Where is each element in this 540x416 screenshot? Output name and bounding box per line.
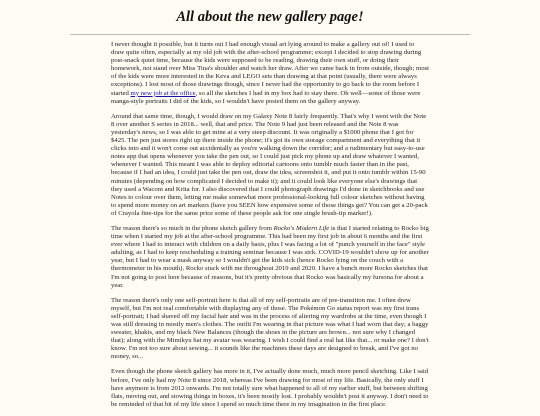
paragraph-text: The reason there's only one self-portrait here is that all of my self-portraits are of pre-transition me. I often drew myself, but I'm not real comfortable with displaying any of those. The Pokémon Go status report was my first trans self-portrait; I had shaved off my facial hair and was in the process of altering my wardrobe at the time, even though I was still dressing in mostly men's clothes. The outfit I'm wearing in that picture was what I had worn that day; a baggy sweater, khakis, and my black New Balances (though the shoes in the picture are brown... not sure why I changed that); along with the Mimikyu hat my avatar was wearing. I wish I could find a real hat like that... or make one? I don't know. I'm not too sure about sewing... it sounds like the machines these days are designed to break, and I've got no money, so... (111, 296, 429, 361)
paragraph-text: Even though the phone sketch gallery has more in it, I've actually done much, much more pencil sketching. Like I said before, I've only had my Note 8 since 2018, whereas I've been drawing for most of my life. Basically, the only stuff I have anymore is from 2012 onwards. I'm not totally sure what happened to all of my earlier stuff, but between shifting flats, moving out, and stowing things in boxes, it's been mostly lost. I probably wouldn't post it anyway. I don't need to be reminded of that bit of my life since I spend so much time there in my imagination in the first place. (111, 368, 429, 408)
article-body (111, 41, 429, 416)
new-job-link[interactable]: my new job at the office (130, 89, 196, 97)
paragraph-3 (111, 225, 429, 290)
title-divider (70, 34, 470, 35)
paragraph-5 (111, 368, 429, 408)
page-title: All about the new gallery page! (176, 9, 364, 25)
paragraph-text: I never thought it possible, but it turns out I had enough visual art lying around to make a gallery out of! I used to draw quite often, especially at my old job with the after-school programme; except I decided to stop drawing during post-snack quiet time, because the kids were supposed to be reading, drawing their own stuff, or doing their homework, not stand over Miss Tina's shoulder and watch her draw. After we came back in from outside, though; most of the kids were more interested in the Keva and LEGO sets than drawing at that point (usually, there were always exceptions). I lost most of those drawings though, since I never had the opportunity to go back to the room before I started (111, 41, 429, 97)
paragraph-4 (111, 297, 429, 362)
paragraph-1 (111, 41, 429, 106)
paragraph-2 (111, 113, 429, 218)
paragraph-text: Around that same time, though, I would draw on my Galaxy Note 8 fairly frequently. That's why I went with the Note 8 over another S series in 2018... well, that and price. The Note 9 had just been released and the Note 8 was yesterday's news, so I was able to get mine at a very steep discount. It was originally a $1000 phone that I got for $425. The pen just stores right up there inside the phone; it's got its own storage compartment and everything that it clicks into and it won't come out accidentally as you're walking down the corridor; and a rudimentary but easy-to-use notes app that opens whenever you take the pen out, so I could just pick my phone up and draw whatever I wanted, whenever I wanted. This meant I was able to deploy editorial cartoons onto tumblr much faster than in the past, because if I had an idea, I could just take the pen out, draw the idea, screenshot it, and put it onto tumblr within 15-90 minutes (depending on how complicated I decided to make it); and it could look like everyone else's drawings that they used a Wacom and Krita for. I also discovered that I could photograph drawings I'd done in sketchbooks and use Notes to colour over them, letting me make somewhat more professional-looking full colour sketches without having to spend more money on art markers (have you SEEN how expensive some of those things get? You can get a 20-pack of Crayola fine-tips for the same price some of these people ask for one single brush-tip marker!). (111, 112, 428, 217)
paragraph-text: , so all the sketches I had in my box had to stay there. Oh well—some of those were manga-style portraits I did of the kids, so I wouldn't have posted them on the gallery anyway. (111, 89, 421, 105)
paragraph-text: is that I started relating to Rocko big time when I started my job at the after-school programme. This had been my first job in about 6 months and the first ever where I had to interact with children on a daily basis, plus I was facing a lot of "punch yourself in the face" style adulting, as I had to keep rescheduling a training seminar because I was sick. COVID-19 wouldn't show up for another year, but I had to wear a mask anyway so I wouldn't get the kids sick (hence Rocko lying on the couch with a thermometer in his mouth). Rocko stuck with me throughout 2019 and 2020. I have a bunch more Rocko sketches that I'm not going to post here because of reasons, but it's pretty obvious that Rocko was basically my fursona for about a year. (111, 224, 429, 289)
show-title: Rocko's Modern Life (273, 224, 330, 232)
paragraph-text: The reason there's so much in the phone sketch gallery from (111, 224, 274, 232)
